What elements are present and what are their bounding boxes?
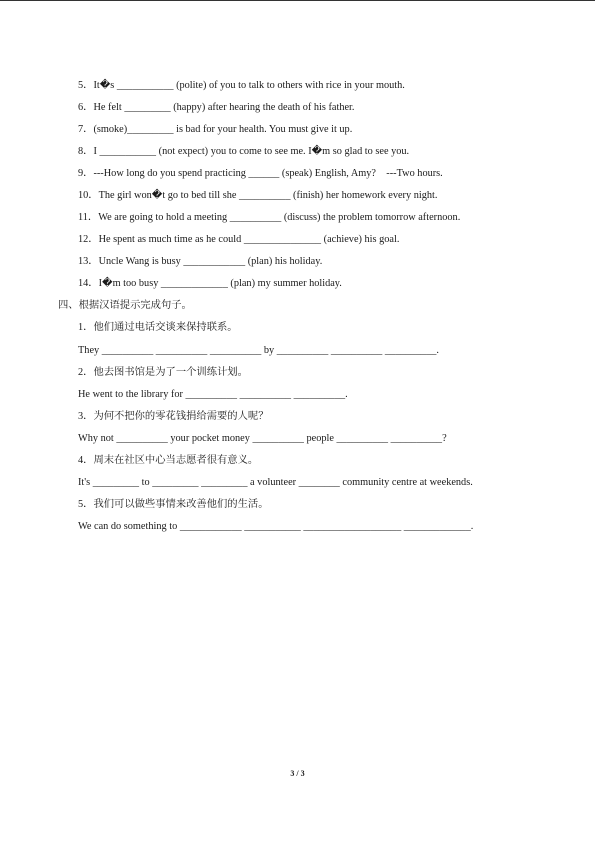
translation-answer-3: Why not __________ your pocket money __________ people __________ __________? xyxy=(78,433,447,444)
question-item-13: 13．Uncle Wang is busy ____________ (plan) his holiday. xyxy=(78,256,323,267)
question-item-12: 12．He spent as much time as he could _______________ (achieve) his goal. xyxy=(78,234,400,245)
translation-prompt-3: 3．为何不把你的零花钱捐给需要的人呢？ xyxy=(78,411,269,422)
question-item-6: 6．He felt _________ (happy) after hearing the death of his father. xyxy=(78,102,355,113)
translation-answer-5: We can do something to ____________ ___________ ___________________ _____________. xyxy=(78,521,474,532)
question-item-5: 5．It�s ___________ (polite) of you to talk to others with rice in your mouth. xyxy=(78,80,405,91)
top-border-line xyxy=(0,0,595,1)
translation-prompt-4: 4．周末在社区中心当志愿者很有意义。 xyxy=(78,455,259,466)
question-item-14: 14．I�m too busy _____________ (plan) my summer holiday. xyxy=(78,278,342,289)
question-item-10: 10．The girl won�t go to bed till she __________ (finish) her homework every night. xyxy=(78,190,438,201)
page-number: 3 / 3 xyxy=(290,769,305,778)
question-item-8: 8．I ___________ (not expect) you to come to see me. I�m so glad to see you. xyxy=(78,146,410,157)
question-item-11: 11．We are going to hold a meeting __________ (discuss) the problem tomorrow afternoon. xyxy=(78,212,461,223)
translation-prompt-1: 1．他们通过电话交谈来保持联系。 xyxy=(78,322,238,333)
question-item-9: 9．---How long do you spend practicing ______ (speak) English, Amy? ---Two hours. xyxy=(78,168,443,179)
translation-answer-1: They __________ __________ __________ by __________ __________ __________. xyxy=(78,345,439,356)
translation-answer-4: It's _________ to _________ _________ a volunteer ________ community centre at weekends. xyxy=(78,477,473,488)
section-heading: 四、根据汉语提示完成句子。 xyxy=(58,300,192,311)
translation-prompt-5: 5．我们可以做些事情来改善他们的生活。 xyxy=(78,499,269,510)
question-item-7: 7．(smoke)_________ is bad for your health. You must give it up. xyxy=(78,124,353,135)
translation-answer-2: He went to the library for __________ __________ __________. xyxy=(78,389,348,400)
translation-prompt-2: 2．他去图书馆是为了一个训练计划。 xyxy=(78,367,248,378)
